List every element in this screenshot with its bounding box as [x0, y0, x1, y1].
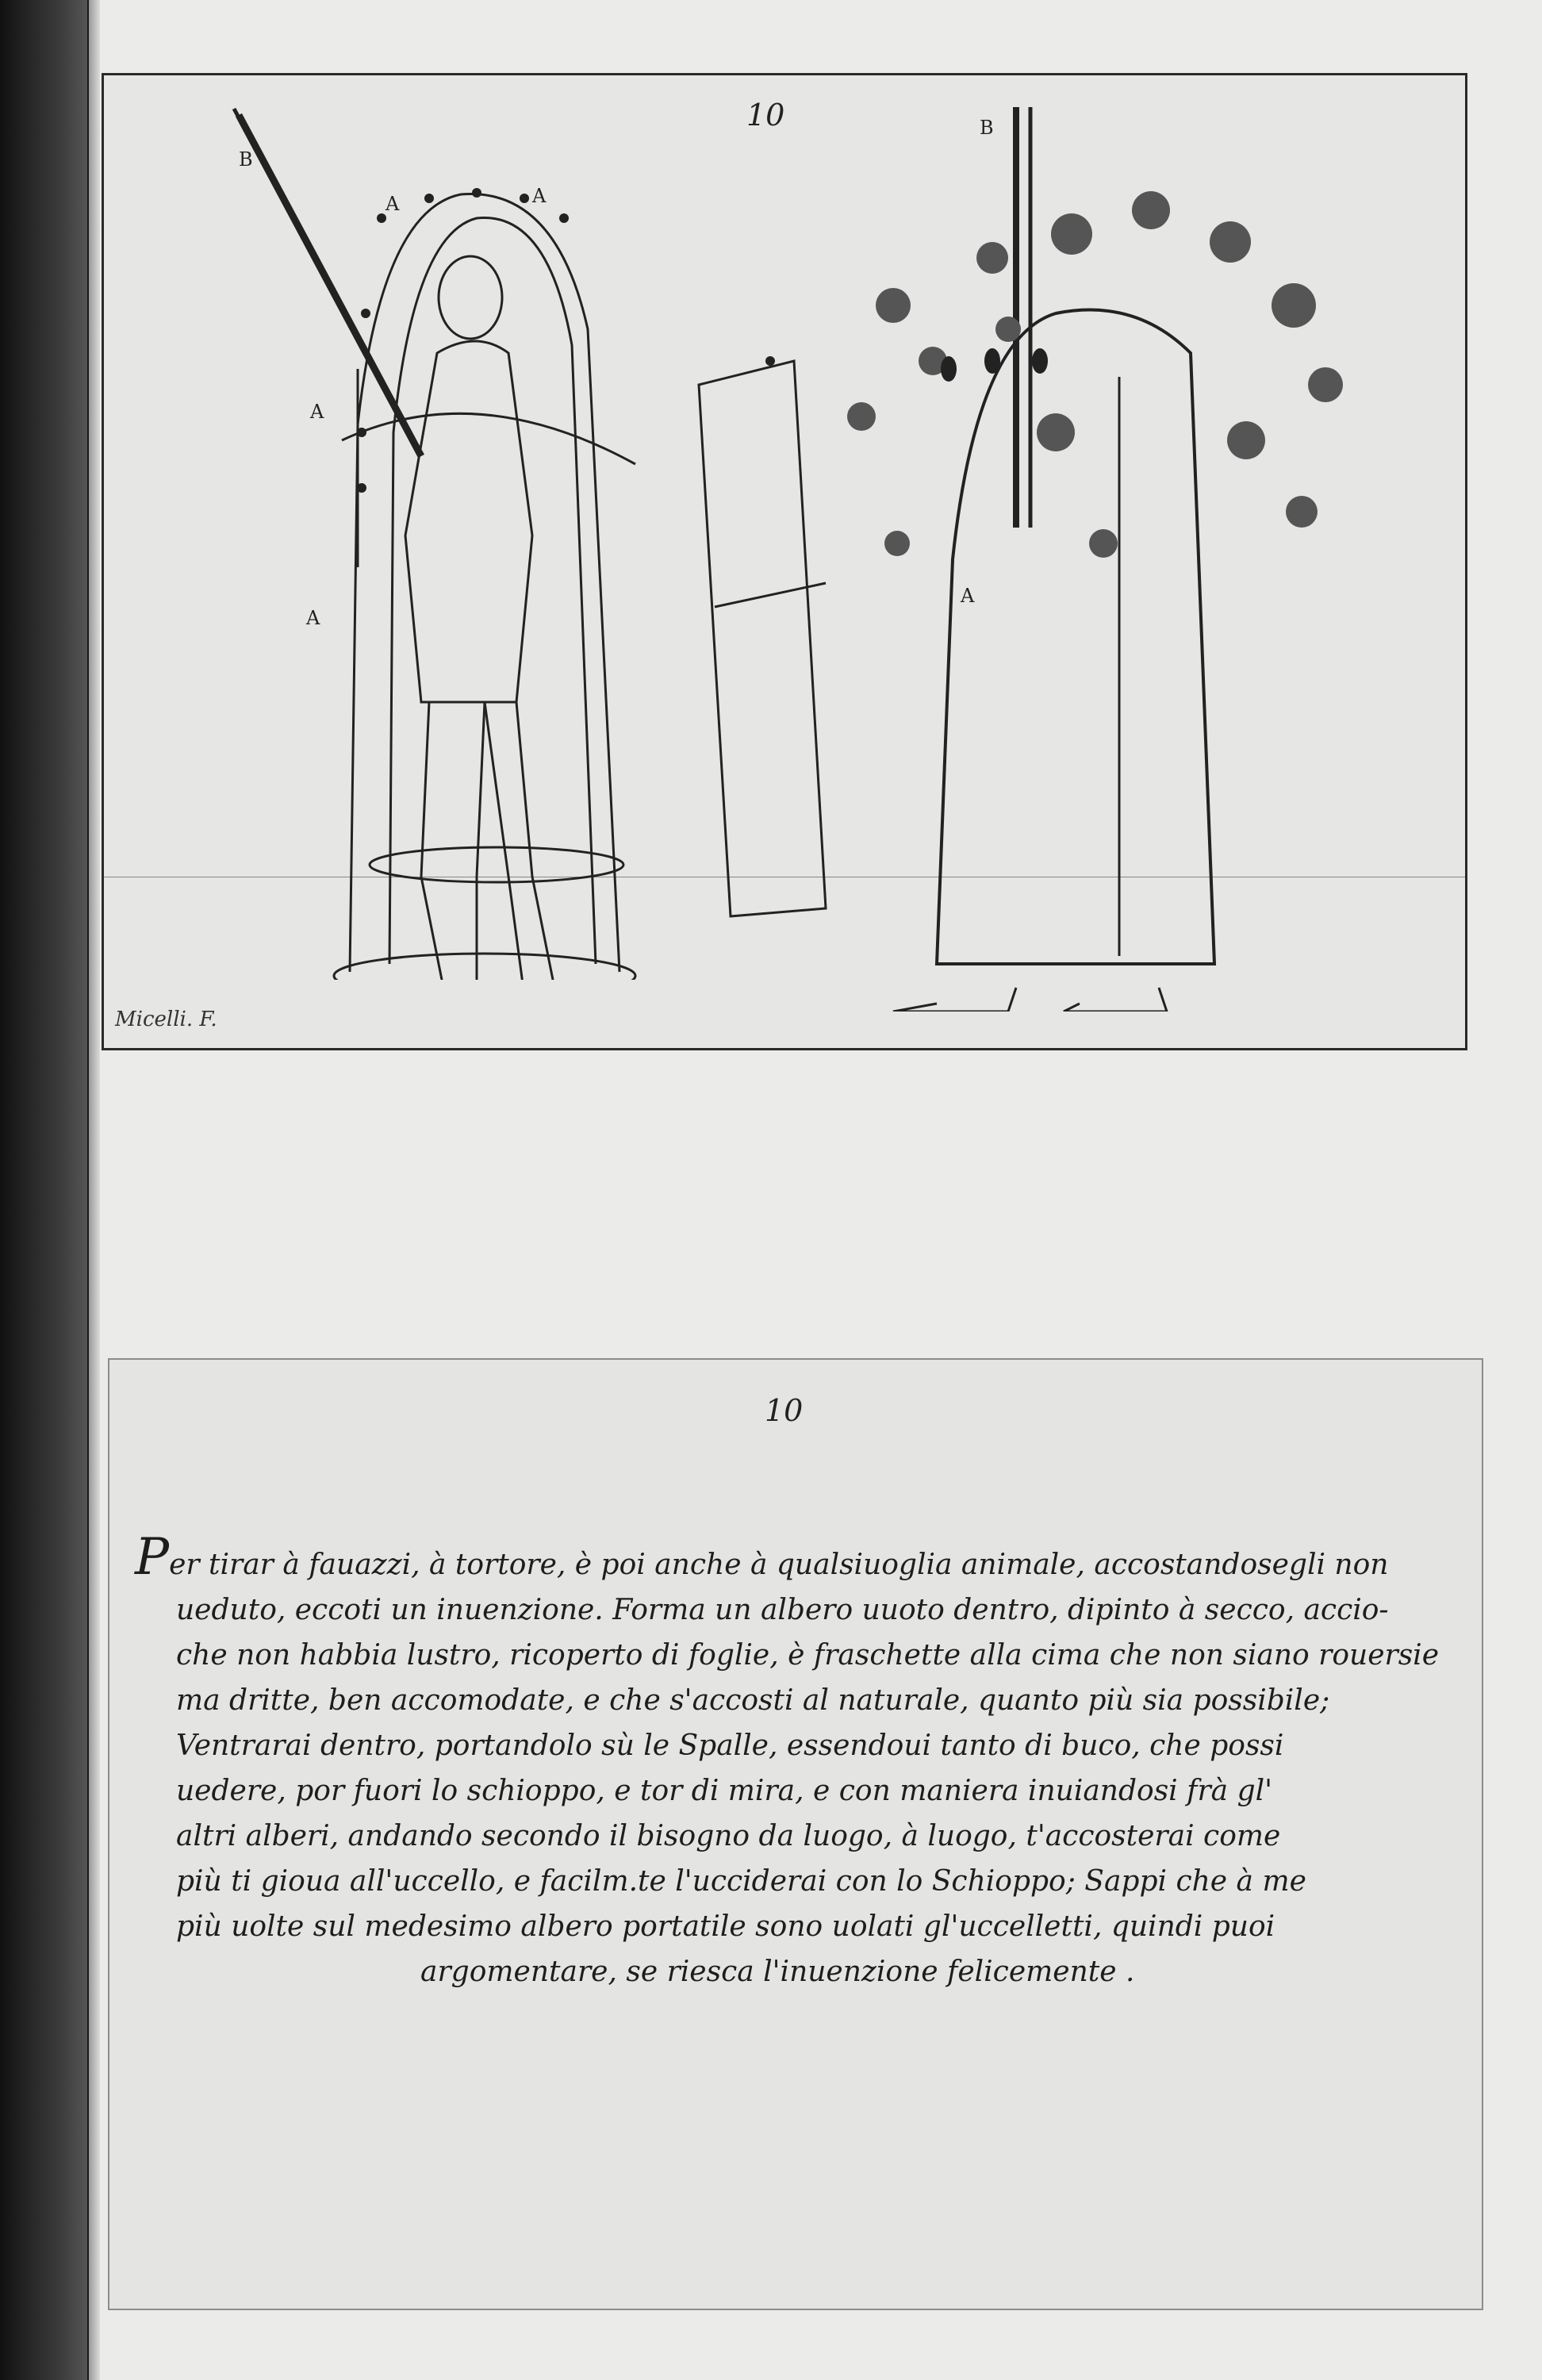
- caption-line: ueduto, eccoti un inuenzione. Forma un albero uuoto dentro, dipinto à secco, accio-: [176, 1594, 1389, 1626]
- label-a-right-figure: A: [961, 585, 975, 607]
- drop-cap: P: [135, 1528, 170, 1587]
- page-gutter: [89, 0, 100, 2380]
- engraved-caption: [135, 1528, 1467, 1994]
- caption-line: [135, 1528, 1467, 1587]
- caption-line: ma dritte, ben accomodate, e che s'accosti al naturale, quanto più sia possibile;: [176, 1684, 1330, 1717]
- book-spine: [0, 0, 87, 2380]
- caption-line-text: er tirar à fauazzi, à tortore, è poi anche à qualsiuoglia animale, accostandosegli non: [169, 1549, 1389, 1581]
- engraving-plate: [102, 73, 1467, 1050]
- caption-line: più ti gioua all'uccello, e facilm.te l'ucciderai con lo Schioppo; Sappi che à me: [176, 1865, 1306, 1898]
- caption-line: che non habbia lustro, ricoperto di foglie, è fraschette alla cima che non siano rouersie: [176, 1639, 1439, 1672]
- label-a-mid: A: [310, 401, 324, 423]
- label-b-right: B: [980, 117, 994, 139]
- label-a-top-right: A: [532, 185, 547, 207]
- caption-line: più uolte sul medesimo albero portatile sono uolati gl'uccelletti, quindi puoi: [176, 1910, 1275, 1943]
- plate-page-number: 10: [746, 98, 785, 132]
- tree-disguise-illustration: [818, 99, 1437, 1012]
- caption-line: Ventrarai dentro, portandolo sù le Spalle, essendoui tanto di buco, che possi: [176, 1729, 1284, 1762]
- label-b-left: B: [239, 148, 253, 171]
- engraver-signature: Micelli. F.: [115, 1008, 217, 1031]
- hunter-frame-illustration: [223, 91, 873, 980]
- caption-line: altri alberi, andando secondo il bisogno da luogo, à luogo, t'accosterai come: [176, 1820, 1281, 1852]
- label-a-top-left: A: [386, 193, 400, 215]
- label-a-low: A: [306, 607, 320, 629]
- caption-line: uedere, por fuori lo schioppo, e tor di mira, e con maniera inuiandosi frà gl': [176, 1775, 1273, 1807]
- caption-line: argomentare, se riesca l'inuenzione felicemente .: [420, 1956, 1135, 1988]
- text-plate-page-number: 10: [765, 1393, 804, 1428]
